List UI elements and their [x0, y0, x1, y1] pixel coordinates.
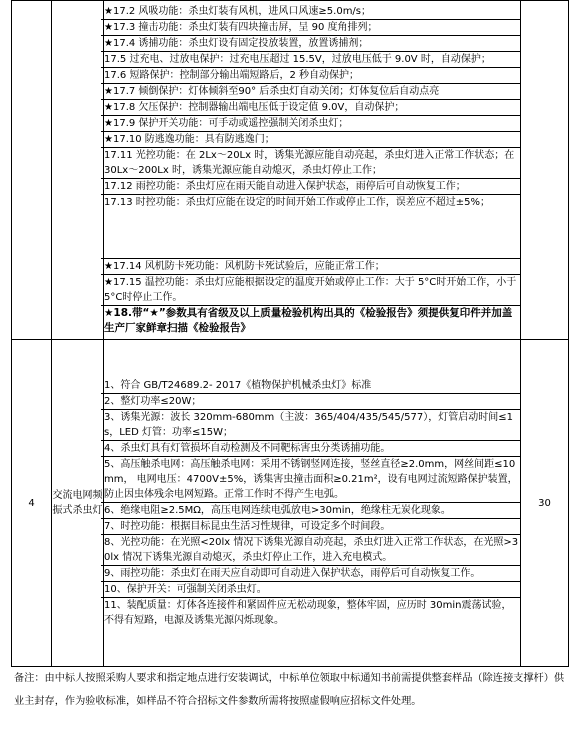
spec-line: 3、诱集光源：波长 320mm-680mm（主波：365/404/435/545/577），灯管启动时间≤1s，LED 灯管：功率≤15W； [101, 409, 521, 440]
spec-line: 11、装配质量：灯体各连接件和紧固件应无松动现象，整体牢固，应历时 30min震荡试验，不得有短路，电源及诱集光源闪烁现象。 [101, 597, 521, 628]
spec-line: 7、时控功能：根据目标昆虫生活习性规律，可设定多个时间段。 [101, 518, 521, 534]
requirements-cell-4 [104, 340, 521, 667]
index-cell: 4 [12, 340, 52, 667]
spec-line: ★17.9 保护开关功能：可手动或遥控强制关闭杀虫灯； [101, 115, 521, 131]
product-name-cell: 交流电网频振式杀虫灯 [52, 340, 104, 667]
spec-line: ★17.15 温控功能：杀虫灯应能根据设定的温度开始或停止工作：大于 5°C时开始工作，小于 5°C时停止工作。 [101, 274, 521, 305]
spec-line: 2、整灯功率≤20W； [101, 393, 521, 409]
spec-line: 17.12 雨控功能：杀虫灯应在雨天能自动进入保护状态，雨停后可自动恢复工作； [101, 178, 521, 194]
spec-line: ★17.14 风机防卡死功能：风机防卡死试验后，应能正常工作； [101, 258, 521, 274]
spec-line: 17.13 时控功能：杀虫灯应能在设定的时间开始工作或停止工作，误差应不超过±5%； [101, 194, 521, 258]
spec-line: ★17.10 防逃逸功能：具有防逃逸门； [101, 131, 521, 147]
index-cell-empty [12, 1, 52, 340]
spec-line: ★17.8 欠压保护：控制器输出端电压低于设定值 9.0V，自动保护； [101, 99, 521, 115]
spec-line: ★17.2 风吸功能：杀虫灯装有风机，进风口风速≥5.0m/s； [104, 6, 372, 17]
spec-line: 17.5 过充电、过放电保护：过充电压超过 15.5V，过放电压低于 9.0V 时，自动保护； [101, 51, 521, 67]
remark-note: 备注：由中标人按照采购人要求和指定地点进行安装调试，中标单位领取中标通知书前需提供整套样品（除连接支撑杆）供业主封存，作为验收标准，如样品不符合招标文件参数所需将按照虚假响应招标文件处理。 [14, 673, 565, 707]
spec-line: 17.6 短路保护：控制部分输出端短路后，2 秒自动保护； [101, 67, 521, 83]
spec-line: ★17.7 倾倒保护：灯体倾斜至90° 后杀虫灯自动关闭；灯体复位后自动点亮 [101, 83, 521, 99]
requirements-cell-prev [104, 1, 521, 340]
spec-line: ★18.带“★”参数具有省级及以上质量检验机构出具的《检验报告》须提供复印件并加盖生产厂家鲜章扫描《检验报告》 [101, 305, 521, 336]
spec-line: 1、符合 GB/T24689.2- 2017《植物保护机械杀虫灯》标准 [104, 380, 372, 391]
quantity-cell-empty [521, 1, 569, 340]
spec-line: 6、绝缘电阻≥2.5MΩ，高压电网连续电弧放电>30min，绝缘柱无炭化现象。 [101, 502, 521, 518]
table-row-prev [12, 1, 569, 340]
spec-line: 5、高压触杀电网：高压触杀电网：采用不锈钢竖网连接，竖丝直径≥2.0mm，网丝间距≤10mm， 电网电压：4700V±5%，诱集害虫撞击面积≥0.21m²，设有电网过流短路保护装置，防止因虫体残余电网短路。正常工作时不得产生电弧。 [101, 456, 521, 502]
spec-line: 10、保护开关：可强制关闭杀虫灯。 [101, 581, 521, 597]
table-row-4 [12, 340, 569, 667]
name-cell-empty [52, 1, 104, 340]
spec-table [11, 0, 569, 667]
spec-line: 9、雨控功能：杀虫灯在雨天应自动即可自动进入保护状态，雨停后可自动恢复工作。 [101, 565, 521, 581]
spec-line: 4、杀虫灯具有灯管损坏自动检测及不同靶标害虫分类诱捕功能。 [101, 440, 521, 456]
spec-line: ★17.3 撞击功能：杀虫灯装有四块撞击屏，呈 90 度角排列； [101, 19, 521, 35]
spec-line: ★17.4 诱捕功能：杀虫灯设有固定投放装置，放置诱捕剂； [101, 35, 521, 51]
spec-line: 17.11 光控功能：在 2Lx～20Lx 时，诱集光源应能自动亮起，杀虫灯进入正常工作状态；在 30Lx～200Lx 时，诱集光源应能自动熄灭，杀虫灯停止工作； [101, 147, 521, 178]
quantity-cell: 30 [521, 340, 569, 667]
spec-line: 8、光控功能：在光照<20lx 情况下诱集光源自动亮起，杀虫灯进入正常工作状态，在光照>30lx 情况下诱集光源自动熄灭，杀虫灯停止工作，进入充电模式。 [101, 534, 521, 565]
